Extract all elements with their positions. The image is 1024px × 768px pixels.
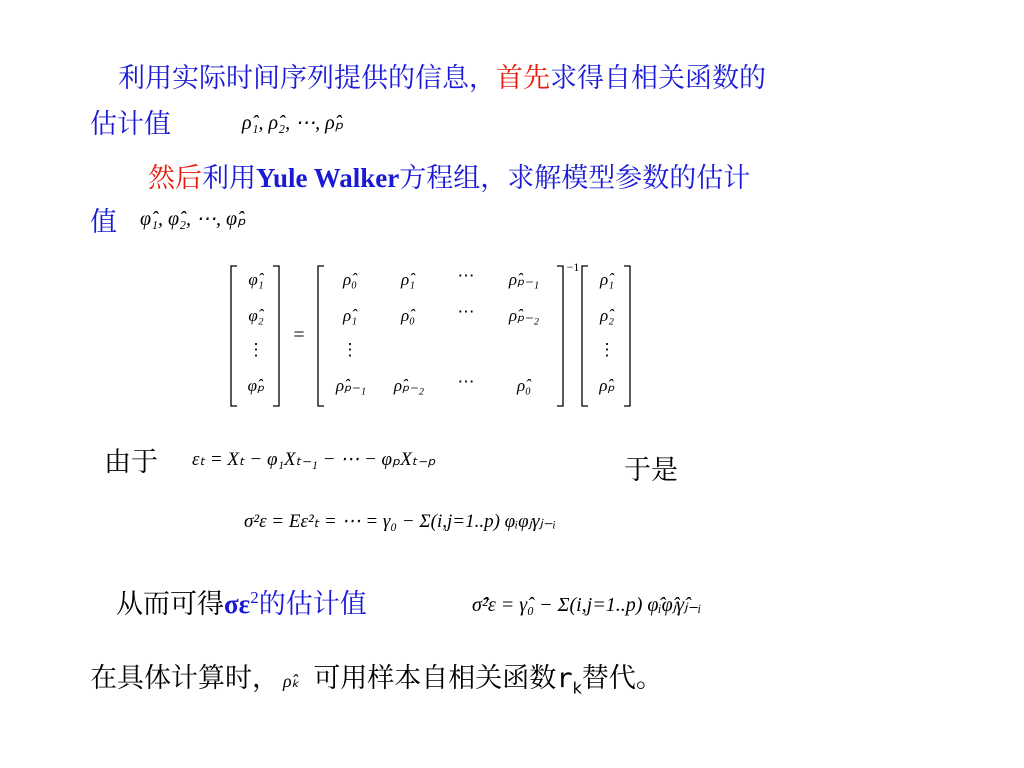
matrix-r1-c1: ρ̂₀ <box>342 270 358 289</box>
rhs-rho-p: ρ̂ₚ <box>599 376 615 395</box>
line1-part3: 求得自相关函数的 <box>550 63 766 94</box>
sigma-epsilon-symbol: σε <box>224 589 251 619</box>
line2-highlight-then: 然后 <box>148 163 202 194</box>
yule-walker-label: Yule Walker <box>256 163 400 193</box>
phi-estimates-formula: φ̂₁, φ̂₂, ⋯, φ̂ₚ <box>140 208 246 230</box>
yule-walker-matrix-equation <box>228 260 638 412</box>
lhs-phi-1: φ̂₁ <box>248 270 264 289</box>
matrix-r2-c2: ρ̂₀ <box>400 306 416 325</box>
matrix-r1-c3: ⋯ <box>457 266 475 285</box>
line1-highlight-first: 首先 <box>496 63 550 94</box>
lhs-vdots: ⋮ <box>247 340 265 359</box>
matrix-r3-c1: ⋮ <box>341 340 359 359</box>
last-part6: 替代。 <box>581 663 663 694</box>
since-label: 由于 <box>104 447 158 478</box>
line1-text <box>118 56 766 95</box>
matrix-r4-c4: ρ̂₀ <box>516 376 532 395</box>
equals-sign: = <box>293 324 305 346</box>
matrix-r1-c2: ρ̂₁ <box>400 270 416 289</box>
last-line <box>90 656 663 697</box>
matrix-r4-c1: ρ̂ₚ₋₁ <box>335 376 367 395</box>
matrix-r4-c2: ρ̂ₚ₋₂ <box>393 376 425 395</box>
rhs-vdots: ⋮ <box>598 340 616 359</box>
estimate-text <box>116 582 367 621</box>
last-part3: 可用样本自相关函数 <box>313 663 557 694</box>
line2-part4: 方程组，求解模型参数的估计 <box>399 163 751 194</box>
thus-label: 于是 <box>624 455 678 486</box>
line1-estimate-label: 估计值 <box>90 109 171 140</box>
lhs-phi-2: φ̂₂ <box>248 306 264 325</box>
estimate-part1: 从而可得 <box>116 589 224 620</box>
estimate-part4: 的估计值 <box>258 589 367 620</box>
matrix-r2-c3: ⋯ <box>457 302 475 321</box>
sigma-estimate-formula: σ̂²ε = γ̂₀ − Σ(i,j=1..p) φ̂ᵢφ̂ⱼγ̂ⱼ₋ᵢ <box>472 594 702 616</box>
epsilon-definition-formula: εₜ = Xₜ − φ₁Xₜ₋₁ − ⋯ − φₚXₜ₋ₚ <box>192 449 436 470</box>
matrix-r4-c3: ⋯ <box>457 372 475 391</box>
line2-text <box>148 156 750 195</box>
inverse-exponent: −1 <box>566 260 580 274</box>
sample-r-symbol: r <box>556 663 573 694</box>
line1-part1: 利用实际时间序列提供的信息， <box>118 63 496 94</box>
rho-k-symbol: ρ̂ₖ <box>283 671 300 691</box>
rhs-rho-2: ρ̂₂ <box>599 306 615 325</box>
lhs-phi-p: φ̂ₚ <box>247 376 265 395</box>
last-part1: 在具体计算时， <box>90 663 279 694</box>
matrix-r2-c1: ρ̂₁ <box>342 306 358 325</box>
matrix-r1-c4: ρ̂ₚ₋₁ <box>508 270 540 289</box>
sigma-epsilon-formula: σ²ε = Eε²ₜ = ⋯ = γ₀ − Σ(i,j=1..p) φᵢφⱼγⱼ₋ᵢ <box>244 511 556 532</box>
rho-estimates-formula: ρ̂₁, ρ̂₂, ⋯, ρ̂ₚ <box>242 112 344 134</box>
line2-part2: 利用 <box>202 163 256 194</box>
matrix-r2-c4: ρ̂ₚ₋₂ <box>508 306 540 325</box>
sample-r-subscript: k <box>572 678 582 698</box>
sigma-epsilon-power: 2 <box>250 588 259 607</box>
rhs-rho-1: ρ̂₁ <box>599 270 615 289</box>
line2-value-label: 值 <box>90 207 117 238</box>
